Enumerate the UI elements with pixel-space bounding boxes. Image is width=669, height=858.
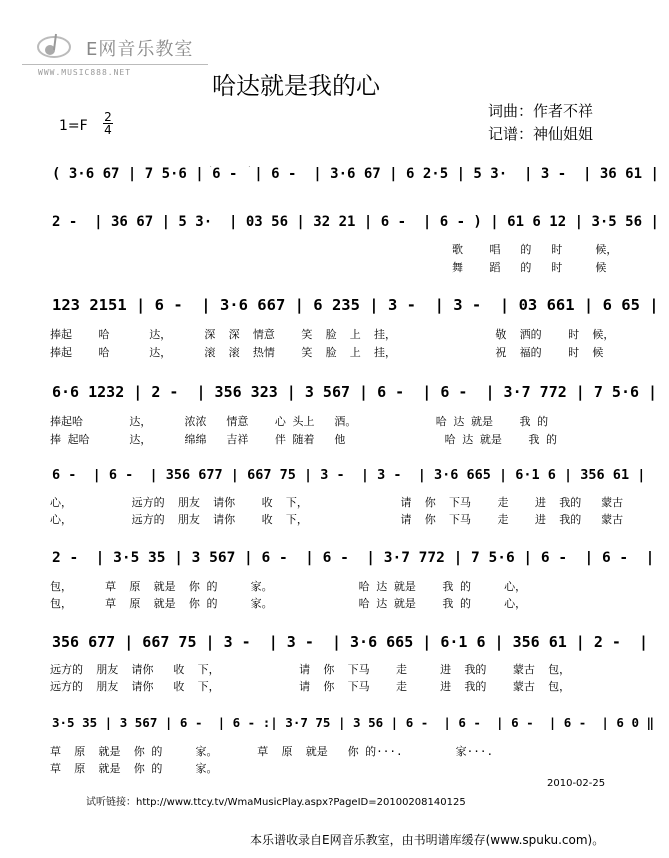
lyric-line-2: 心， 远方的 朋友 请你 收 下， 请 你 下马 走 进 我的 蒙古 [50,513,624,526]
lyric-line-1: 歌 唱 的 时 候， [452,243,618,256]
notes-line: 2 - | 3·5 35 | 3 567 | 6 - | 6 - | 3·7 772 | 7 5·6 | 6 - | 6 - | [52,550,655,566]
score-row-8 [0,715,669,785]
transcription-date: 2010-02-25 [547,778,606,789]
lyric-line-1: 包， 草 原 就是 你 的 家。 哈 达 就是 我 的 心， [50,580,527,593]
footer-note: 本乐谱收录自E网音乐教室，由书明谱库缓存(www.spuku.com)。 [250,833,605,847]
time-signature [103,111,113,136]
notes-line: 3·5 35 | 3 567 | 6 - | 6 - :| 3·7 75 | 3 56 | 6 - | 6 - | 6 - | 6 - | 6 0 ‖ [52,715,655,730]
score-row-6 [0,550,669,620]
lyric-line-1: 远方的 朋友 请你 收 下， 请 你 下马 走 进 我的 蒙古 包， [50,663,571,676]
meter-top: 2 [104,110,112,124]
lyric-line-2: 捧 起哈 达， 绵绵 吉祥 伴 随着 他 哈 达 就是 我 的 [50,433,558,446]
notes-line: 123 2151 | 6 - | 3·6 667 | 6 235 | 3 - | 3 - | 03 661 | 6 65 | [52,296,659,314]
notes-line: ( 3·6 67 | 7 5·6 | 6 - | 6 - | 3·6 67 | 6 2·5 | 5 3· | 3 - | 36 61 | [52,166,659,182]
notes-line: 356 677 | 667 75 | 3 - | 3 - | 3·6 665 | 6·1 6 | 356 61 | 2 - | [52,633,649,651]
lyric-line-2: 捧起 哈 达， 滚 滚 热情 笑 脸 上 挂， 祝 福的 时 候 [50,346,604,359]
song-title: 哈达就是我的心 [212,72,380,100]
lyric-line-2: 远方的 朋友 请你 收 下， 请 你 下马 走 进 我的 蒙古 包， [50,680,571,693]
lyric-line-2: 舞 蹈 的 时 候 [452,261,607,274]
notes-line: 6·6 1232 | 2 - | 356 323 | 3 567 | 6 - | 6 - | 3·7 772 | 7 5·6 | [52,383,658,401]
lyric-line-2: 草 原 就是 你 的 家。 [50,762,218,775]
meter-bottom: 4 [104,123,112,137]
score-row-7 [0,633,669,703]
notes-line: 6 - | 6 - | 356 677 | 667 75 | 3 - | 3 - | 3·6 665 | 6·1 6 | 356 61 | [52,467,646,483]
lyric-line-1: 草 原 就是 你 的 家。 草 原 就是 你 的···. 家···. [50,745,494,758]
lyric-line-1: 心， 远方的 朋友 请你 收 下， 请 你 下马 走 进 我的 蒙古 [50,496,624,509]
site-logo[interactable] [22,30,222,85]
score-row-4 [0,383,669,453]
lyric-line-2: 包， 草 原 就是 你 的 家。 哈 达 就是 我 的 心， [50,597,527,610]
composer-credit: 词曲：作者不祥 [488,102,594,120]
logo-divider [22,64,208,65]
score-row-2 [0,214,669,284]
transcriber-credit: 记谱：神仙姐姐 [488,125,594,143]
notes-line: 2 - | 36 67 | 5 3· | 03 56 | 32 21 | 6 - | 6 - ) | 61 6 12 | 3·5 56 | [52,214,659,230]
logo-url: WWW.MUSIC888.NET [38,68,132,77]
score-row-5 [0,467,669,537]
score-row-3 [0,296,669,366]
lyric-line-1: 捧起哈 达， 浓浓 情意 心 头上 酒。 哈 达 就是 我 的 [50,415,549,428]
listen-link[interactable]: 试听链接：http://www.ttcy.tv/WmaMusicPlay.aspx?PageID=20100208140125 [86,797,466,808]
logo-name: E网音乐教室 [86,39,194,60]
lyric-line-1: 捧起 哈 达， 深 深 情意 笑 脸 上 挂， 敬 洒的 时 候， [50,328,615,341]
key-signature: 1=F [59,118,88,134]
music-note-icon [36,32,72,62]
